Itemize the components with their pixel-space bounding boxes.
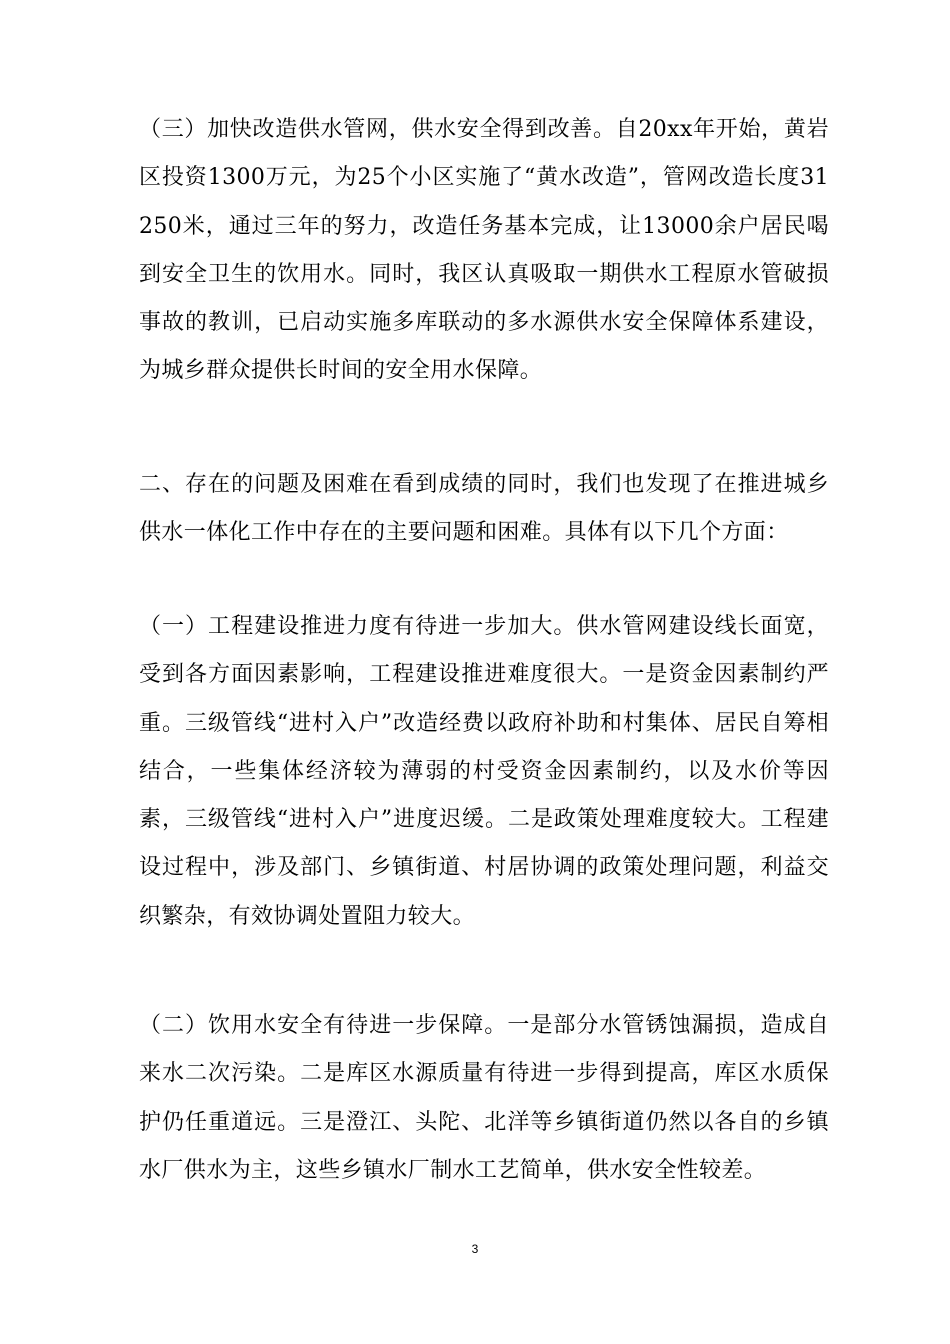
paragraph-drinking-water-safety: （二）饮用水安全有待进一步保障。一是部分水管锈蚀漏损，造成自来水二次污染。二是库区水源质量有待进一步得到提高，库区水质保护仍任重道远。三是澄江、头陀、北洋等乡镇街道仍然以各自的乡镇水厂供水为主，这些乡镇水厂制水工艺简单，供水安全性较差。 <box>139 1013 829 1183</box>
paragraph-problems-and-difficulties: 二、存在的问题及困难在看到成绩的同时，我们也发现了在推进城乡供水一体化工作中存在的主要问题和困难。具体有以下几个方面： <box>139 472 829 546</box>
paragraph-water-pipe-renovation: （三）加快改造供水管网，供水安全得到改善。自20xx年开始，黄岩区投资1300万元，为25个小区实施了“黄水改造”，管网改造长度31250米，通过三年的努力，改造任务基本完成，让13000余户居民喝到安全卫生的饮用水。同时，我区认真吸取一期供水工程原水管破损事故的教训，已启动实施多库联动的多水源供水安全保障体系建设，为城乡群众提供长时间的安全用水保障。 <box>139 117 829 384</box>
paragraph-engineering-construction: （一）工程建设推进力度有待进一步加大。供水管网建设线长面宽，受到各方面因素影响，工程建设推进难度很大。一是资金因素制约严重。三级管线“进村入户”改造经费以政府补助和村集体、居民自筹相结合，一些集体经济较为薄弱的村受资金因素制约，以及水价等因素，三级管线“进村入户”进度迟缓。二是政策处理难度较大。工程建设过程中，涉及部门、乡镇街道、村居协调的政策处理问题，利益交织繁杂，有效协调处置阻力较大。 <box>139 614 829 929</box>
page-number: 3 <box>471 1242 479 1256</box>
